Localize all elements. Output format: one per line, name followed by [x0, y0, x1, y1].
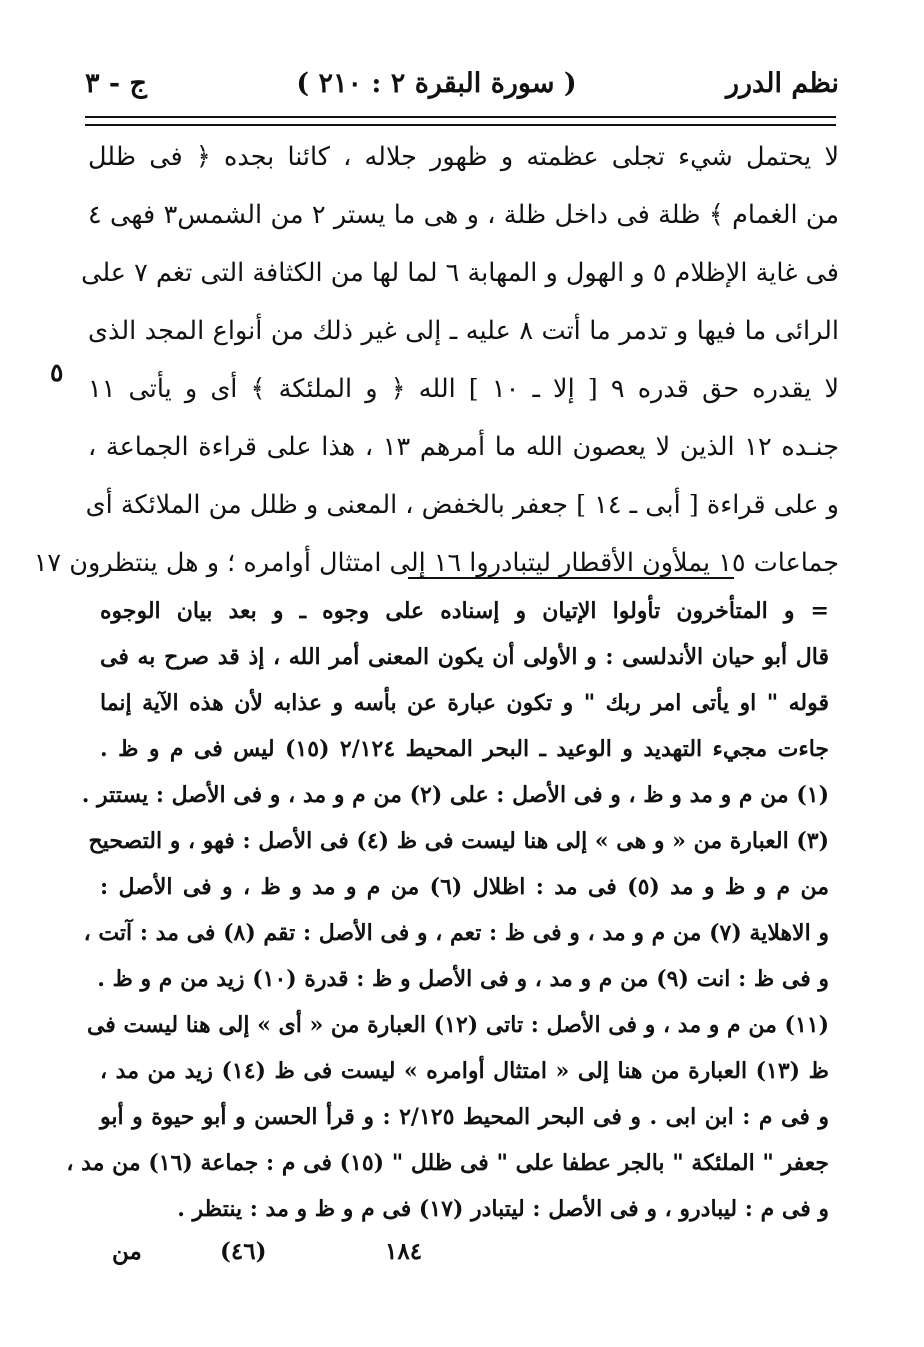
- text-line: لا يقدره حق قدره ٩ [ إلا ـ ١٠ ] الله ﴿ و الملئكة ﴾ أى و يأتى ١١: [88, 374, 839, 404]
- book-title: نظم الدرر: [725, 67, 839, 99]
- page-footer: [110, 1238, 814, 1278]
- footnote-line: و الاهلاية (٧) من م و مد ، و فى ظ : تعم ، و فى الأصل : تقم (٨) فى مد : آتت ،: [83, 920, 829, 946]
- text-line: جماعات ١٥ يملأون الأقطار ليتبادروا ١٦ إلى امتثال أوامره ؛ و هل ينتظرون ١٧: [33, 548, 839, 578]
- footnote-line: (١١) من م و مد ، و فى الأصل : تاتى (١٢) العبارة من « أى » إلى هنا ليست فى: [86, 1012, 829, 1038]
- footnote-line: و فى ظ : انت (٩) من م و مد ، و فى الأصل و ظ : قدرة (١٠) زيد من م و ظ .: [97, 966, 829, 992]
- text-line: من الغمام ﴾ ظلة فى داخل ظلة ، و هى ما يستر ٢ من الشمس٣ فهى ٤: [88, 200, 839, 230]
- footnote-line: ظ (١٣) العبارة من هنا إلى « امتثال أوامره » ليست فى ظ (١٤) زيد من مد ،: [100, 1058, 829, 1084]
- footnote-separator: [408, 577, 734, 579]
- text-line: و على قراءة [ أبى ـ ١٤ ] جعفر بالخفض ، المعنى و ظلل من الملائكة أى: [85, 490, 839, 520]
- main-text: [33, 128, 840, 592]
- line-number-marker: ٥: [50, 358, 64, 387]
- footnote-line: قال أبو حيان الأندلسى : و الأولى أن يكون المعنى أمر الله ، إذ قد صرح به فى: [100, 644, 829, 670]
- text-line: الرائى ما فيها و تدمر ما أتت ٨ عليه ـ إلى غير ذلك من أنواع المجد الذى: [88, 316, 839, 346]
- catchword: من: [112, 1238, 142, 1265]
- footnotes: [66, 588, 830, 1232]
- footnote-line: و فى م : ليبادرو ، و فى الأصل : ليتبادر (١٧) فى م و ظ و مد : ينتظر .: [177, 1196, 829, 1222]
- footnote-line: و فى م : ابن ابى . و فى البحر المحيط ٢/١٢٥ : و قرأ الحسن و أبو حيوة و أبو: [100, 1104, 829, 1130]
- footnote-line: (١) من م و مد و ظ ، و فى الأصل : على (٢) من م و مد ، و فى الأصل : يستتر .: [81, 782, 829, 808]
- footnote-line: من م و ظ و مد (٥) فى مد : اظلال (٦) من م و مد و ظ ، و فى الأصل :: [100, 874, 830, 900]
- surah-reference: ( سورة البقرة ٢ : ٢١٠ ): [296, 67, 577, 99]
- footnote-line: = و المتأخرون تأولوا الإتيان و إسناده على وجوه ـ و بعد بيان الوجوه: [100, 598, 829, 624]
- text-line: لا يحتمل شيء تجلى عظمته و ظهور جلاله ، كائنا بجده ﴿ فى ظلل: [88, 142, 839, 172]
- page-number: ١٨٤: [385, 1238, 423, 1265]
- page-header: [85, 58, 839, 108]
- footnote-line: قوله " او يأتى امر ربك " و تكون عبارة عن بأسه و عذابه لأن هذه الآية إنما: [100, 690, 829, 716]
- footnote-line: (٣) العبارة من « و هى » إلى هنا ليست فى ظ (٤) فى الأصل : فهو ، و التصحيح: [88, 828, 829, 854]
- footnote-line: جعفر " الملئكة " بالجر عطفا على " فى ظلل " (١٥) فى م : جماعة (١٦) من مد ،: [66, 1150, 829, 1176]
- text-line: فى غاية الإظلام ٥ و الهول و المهابة ٦ لما لها من الكثافة التى تغم ٧ على: [81, 258, 839, 288]
- header-rule: [85, 116, 836, 126]
- volume-number: ج - ٣: [85, 67, 147, 99]
- manuscript-number: (٤٦): [220, 1238, 267, 1265]
- footnote-line: جاءت مجيء التهديد و الوعيد ـ البحر المحيط ٢/١٢٤ (١٥) ليس فى م و ظ .: [100, 736, 829, 762]
- text-line: جنـده ١٢ الذين لا يعصون الله ما أمرهم ١٣ ، هذا على قراءة الجماعة ،: [88, 432, 840, 462]
